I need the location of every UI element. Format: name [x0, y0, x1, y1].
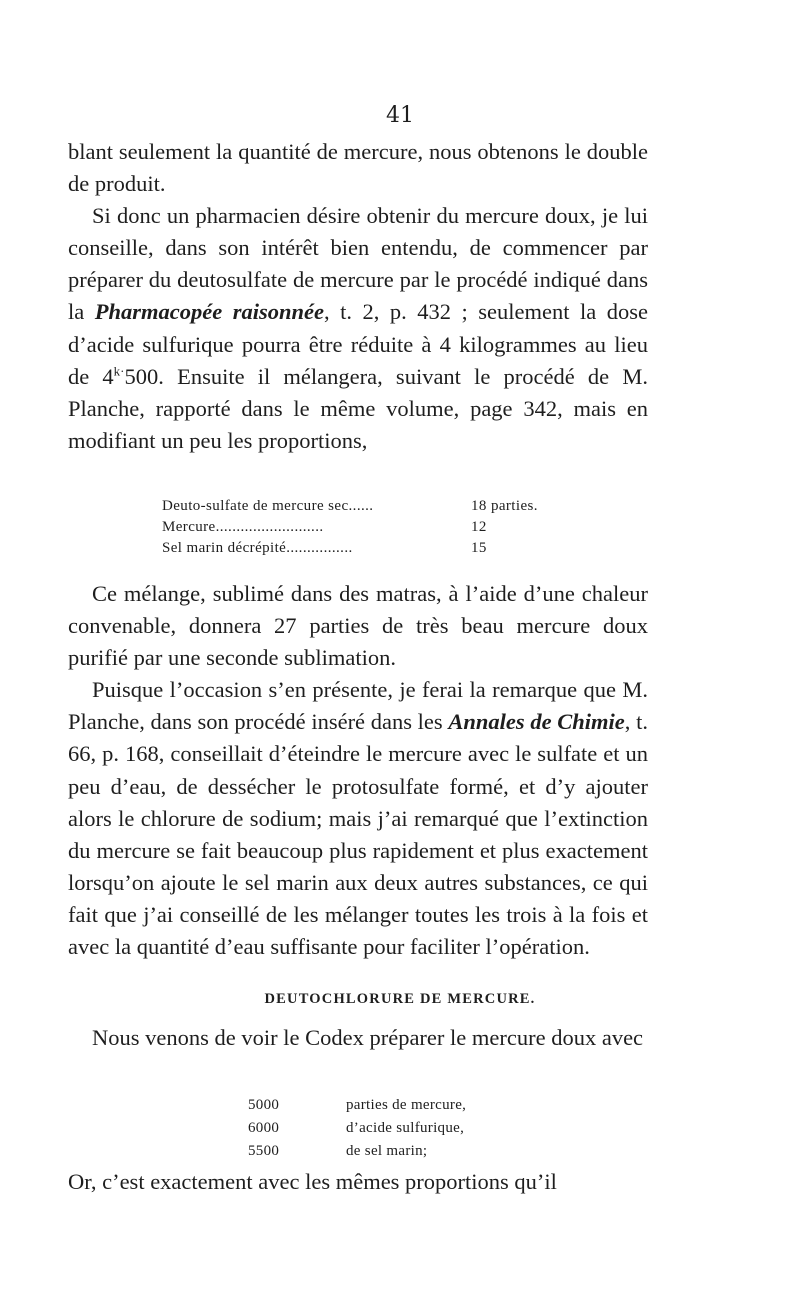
composition-item: Mercure.......................... [162, 519, 324, 535]
paragraph-pharmacien [68, 200, 648, 457]
journal-title-annales: Annales de Chimie [448, 709, 625, 735]
paragraph-text: Ce mélange, sublimé dans des matras, à l’aide d’une chaleur convenable, donnera 27 parties de très beau mercure doux purifié par une seconde sublimation. [68, 581, 648, 671]
paragraph-text: Puisque l’occasion s’en présente, je ferai la remarque que M. Planche, dans son procédé inséré dans les [68, 677, 648, 735]
paragraph-text: Si donc un pharmacien désire obtenir du mercure doux, je lui conseille, dans son intérêt bien entendu, de commencer par préparer du deutosulfate de mercure par le procédé indiqué dans la [68, 203, 648, 325]
codex-proportions-table [248, 1094, 466, 1163]
codex-substance: d’acide sulfurique, [346, 1120, 465, 1136]
codex-substance: parties de mercure, [346, 1097, 467, 1113]
book-title-pharmacopee: Pharmacopée raisonnée [94, 299, 324, 325]
paragraph-continuation [68, 136, 648, 200]
paragraph-text: Or, c’est exactement avec les mêmes proportions qu’il [68, 1169, 557, 1194]
table-row [162, 517, 538, 538]
table-row [162, 496, 538, 517]
table-row [248, 1140, 466, 1163]
composition-item: Deuto-sulfate de mercure sec...... [162, 498, 374, 514]
codex-quantity: 5000 [248, 1097, 280, 1113]
text-block-top [68, 136, 648, 457]
composition-quantity: 18 parties. [471, 498, 538, 514]
composition-item: Sel marin décrépité................ [162, 540, 353, 556]
section-heading: DEUTOCHLORURE DE MERCURE. [264, 991, 536, 1007]
table-row [248, 1094, 466, 1117]
table-row [248, 1117, 466, 1140]
codex-quantity: 5500 [248, 1143, 280, 1159]
paragraph-planche [68, 674, 648, 963]
text-block-codex [68, 1022, 648, 1054]
composition-quantity: 15 [471, 540, 487, 556]
paragraph-text: , t. 66, p. 168, conseillait d’éteindre le mercure avec le sulfate et un peu d’eau, de dessécher le protosulfate formé, et d’y ajouter alors le chlorure de sodium; mais j’ai remarqué que l’extinction du mercure se fait beaucoup plus rapidement et plus exactement lorsqu’on ajoute le sel marin aux deux autres substances, ce qui fait que j’ai conseillé de les mélanger toutes les trois à la fois et avec la quantité d’eau suffisante pour faciliter l’opération. [68, 709, 648, 960]
codex-substance: de sel marin; [346, 1143, 428, 1159]
paragraph-codex [68, 1022, 648, 1054]
composition-table [162, 496, 538, 559]
paragraph-text: , t. 2, p. 432 ; seulement la dose d’acide sulfurique pourra être réduite à 4 kilogrammes au lieu de 4 [68, 299, 648, 389]
text-block-middle [68, 578, 648, 963]
paragraph-melange [68, 578, 648, 674]
composition-quantity: 12 [471, 519, 487, 535]
paragraph-text: Nous venons de voir le Codex préparer le mercure doux avec [92, 1025, 644, 1050]
paragraph-text: blant seulement la quantité de mercure, nous obtenons le double de produit. [68, 139, 648, 197]
superscript-kilogram: k· [113, 363, 125, 379]
page-number: 41 [386, 103, 414, 128]
paragraph-text: 500. Ensuite il mélangera, suivant le procédé de M. Planche, rapporté dans le même volume, page 342, mais en modifiant un peu les proportions, [68, 363, 648, 453]
codex-quantity: 6000 [248, 1120, 280, 1136]
table-row [162, 538, 538, 559]
text-block-bottom [68, 1166, 648, 1198]
paragraph-last-line [68, 1166, 648, 1198]
